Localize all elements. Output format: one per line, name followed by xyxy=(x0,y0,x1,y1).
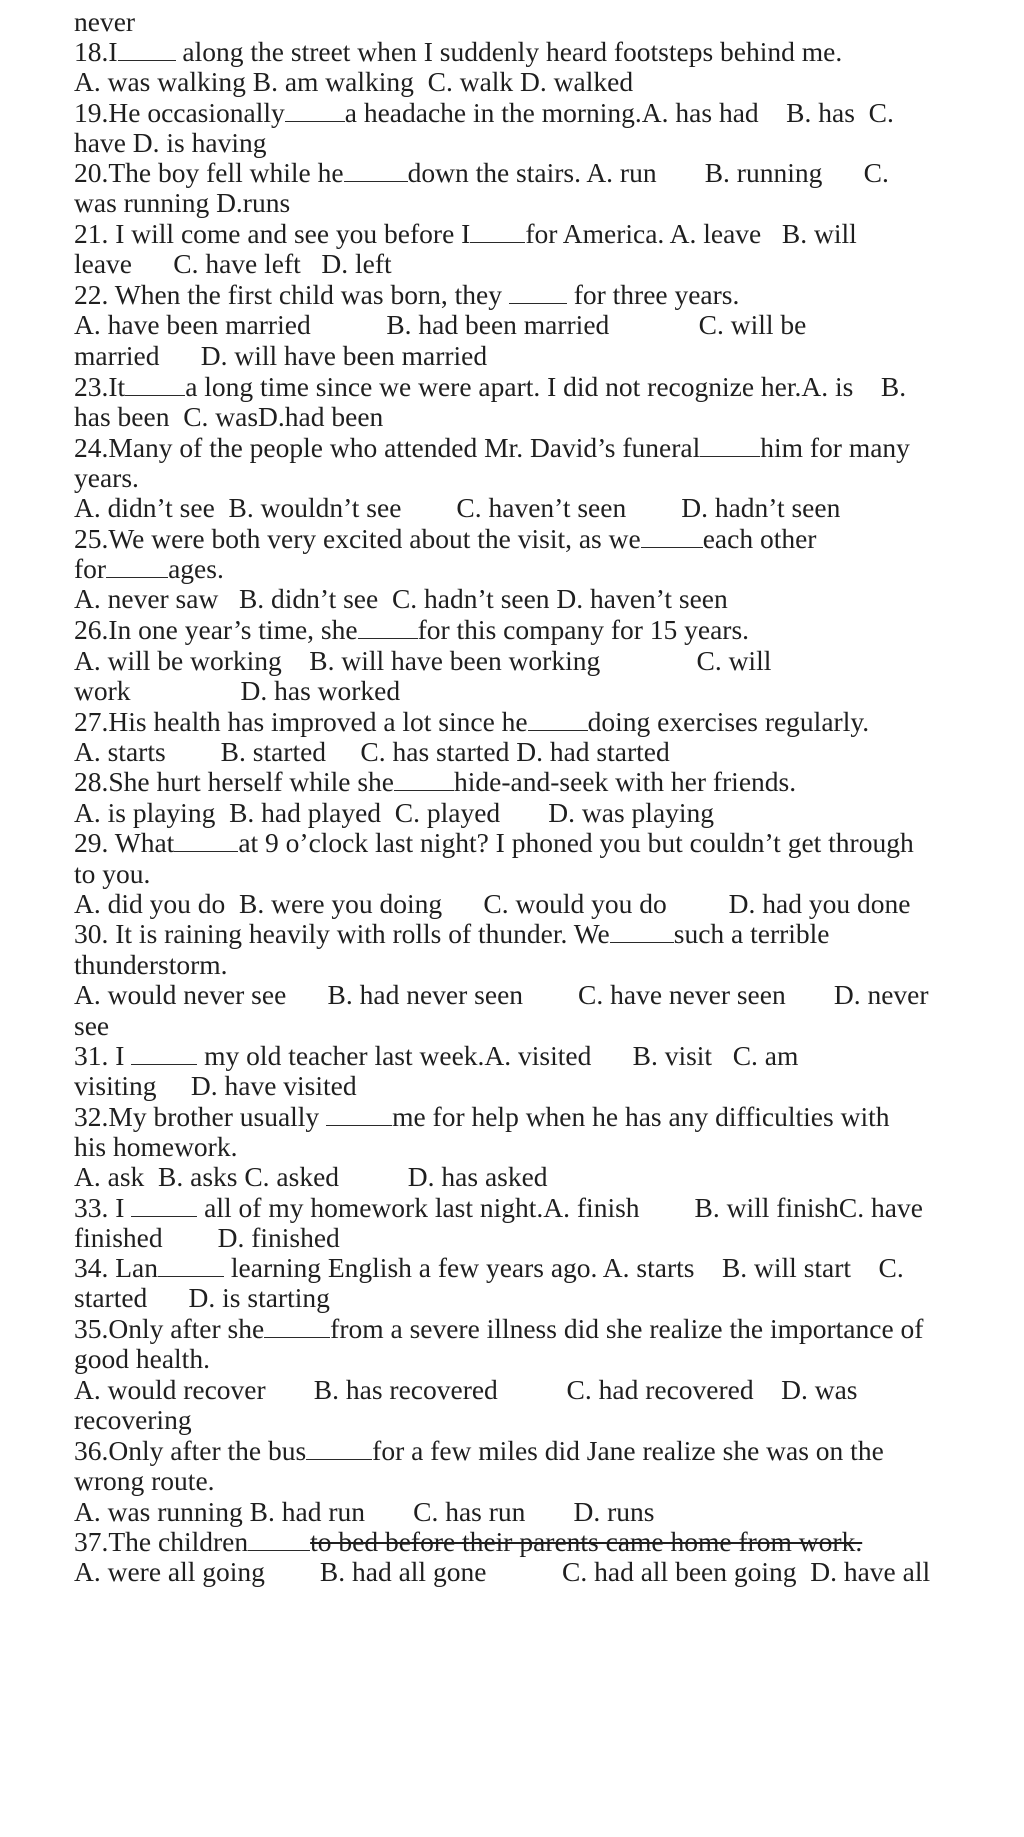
answer-blank[interactable] xyxy=(326,1103,392,1126)
line-text: visiting D. have visited xyxy=(74,1070,357,1101)
line-text: 22. When the first child was born, they xyxy=(74,279,509,310)
line-text: was running D.runs xyxy=(74,187,291,218)
line-text: A. would recover B. has recovered C. had recovered D. was xyxy=(74,1374,858,1405)
line-text: down the stairs. A. run B. running C. xyxy=(407,157,889,188)
line-text: hide-and-seek with her friends. xyxy=(454,766,797,797)
answer-blank[interactable] xyxy=(528,708,588,731)
line-text: A. did you do B. were you doing C. would you do D. had you done xyxy=(74,888,911,919)
line-text: A. didn’t see B. wouldn’t see C. haven’t seen D. hadn’t seen xyxy=(74,492,841,523)
answer-blank[interactable] xyxy=(264,1315,330,1338)
line-text: along the street when I suddenly heard footsteps behind me. xyxy=(175,36,843,67)
line-text: to bed before their parents came home from work. xyxy=(310,1526,863,1557)
line-text: A. will be working B. will have been working C. will xyxy=(74,645,772,676)
line-text: A. was running B. had run C. has run D. runs xyxy=(74,1496,655,1527)
answer-blank[interactable] xyxy=(610,920,674,943)
line-text: such a terrible xyxy=(673,918,830,949)
text-line xyxy=(74,430,910,466)
line-text: each other xyxy=(702,523,817,554)
line-text: 29. What xyxy=(74,827,175,858)
line-text: see xyxy=(74,1010,110,1041)
line-text: 30. It is raining heavily with rolls of thunder. We xyxy=(74,918,610,949)
line-text: my old teacher last week.A. visited B. visit C. am xyxy=(197,1040,799,1071)
answer-blank[interactable] xyxy=(700,434,760,457)
line-text: married D. will have been married xyxy=(74,340,488,371)
line-text: A. would never see B. had never seen C. have never seen D. never xyxy=(74,979,929,1010)
text-line xyxy=(74,977,929,1013)
line-text: for America. A. leave B. will xyxy=(525,218,857,249)
line-text: 28.She hurt herself while she xyxy=(74,766,394,797)
line-text: 23.It xyxy=(74,371,126,402)
line-text: finished D. finished xyxy=(74,1222,340,1253)
answer-blank[interactable] xyxy=(248,1528,310,1551)
line-text: A. were all going B. had all gone C. had all been going D. have all xyxy=(74,1556,931,1587)
answer-blank[interactable] xyxy=(158,1254,224,1277)
line-text: doing exercises regularly. xyxy=(587,706,870,737)
line-text: 33. I xyxy=(74,1192,132,1223)
line-text: have D. is having xyxy=(74,127,267,158)
line-text: him for many xyxy=(760,432,910,463)
answer-blank[interactable] xyxy=(394,768,454,791)
answer-blank[interactable] xyxy=(344,159,408,182)
line-text: to you. xyxy=(74,858,151,889)
text-line xyxy=(74,825,914,861)
line-text: for a few miles did Jane realize she was on the xyxy=(372,1435,884,1466)
line-text: his homework. xyxy=(74,1131,238,1162)
line-text: for xyxy=(74,553,107,584)
line-text: 21. I will come and see you before I xyxy=(74,218,471,249)
line-text: 24.Many of the people who attended Mr. David’s funeral xyxy=(74,432,701,463)
line-text: A. have been married B. had been married C. will be xyxy=(74,309,807,340)
line-text: 19.He occasionally xyxy=(74,97,285,128)
line-text: learning English a few years ago. A. starts B. will start C. xyxy=(224,1252,904,1283)
line-text: a headache in the morning.A. has had B. has C. xyxy=(344,97,894,128)
answer-blank[interactable] xyxy=(106,555,168,578)
line-text: 26.In one year’s time, she xyxy=(74,614,358,645)
line-text: for this company for 15 years. xyxy=(417,614,750,645)
line-text: 25.We were both very excited about the visit, as we xyxy=(74,523,641,554)
answer-blank[interactable] xyxy=(131,1194,197,1217)
line-text: 32.My brother usually xyxy=(74,1101,327,1132)
line-text: never xyxy=(74,6,136,37)
line-text: 20.The boy fell while he xyxy=(74,157,344,188)
answer-blank[interactable] xyxy=(641,525,703,548)
line-text: 37.The children xyxy=(74,1526,249,1557)
answer-blank[interactable] xyxy=(358,616,418,639)
line-text: A. is playing B. had played C. played D. was playing xyxy=(74,797,715,828)
line-text: wrong route. xyxy=(74,1465,215,1496)
line-text: 18.I xyxy=(74,36,118,67)
line-text: 36.Only after the bus xyxy=(74,1435,307,1466)
answer-blank[interactable] xyxy=(118,38,176,61)
answer-blank[interactable] xyxy=(125,373,185,396)
line-text: has been C. wasD.had been xyxy=(74,401,384,432)
line-text: work D. has worked xyxy=(74,675,401,706)
line-text: A. ask B. asks C. asked D. has asked xyxy=(74,1161,548,1192)
line-text: ages. xyxy=(168,553,224,584)
answer-blank[interactable] xyxy=(306,1437,372,1460)
line-text: leave C. have left D. left xyxy=(74,248,392,279)
line-text: for three years. xyxy=(566,279,740,310)
line-text: A. starts B. started C. has started D. had started xyxy=(74,736,670,767)
line-text: 35.Only after she xyxy=(74,1313,265,1344)
answer-blank[interactable] xyxy=(285,99,345,122)
answer-blank[interactable] xyxy=(509,281,567,304)
line-text: at 9 o’clock last night? I phoned you but couldn’t get through xyxy=(238,827,914,858)
line-text: 34. Lan xyxy=(74,1252,159,1283)
line-text: started D. is starting xyxy=(74,1282,330,1313)
line-text: 27.His health has improved a lot since he xyxy=(74,706,528,737)
line-text: A. never saw B. didn’t see C. hadn’t seen D. haven’t seen xyxy=(74,583,728,614)
line-text: thunderstorm. xyxy=(74,949,228,980)
line-text: from a severe illness did she realize the importance of xyxy=(330,1313,924,1344)
text-line xyxy=(74,1554,930,1590)
line-text: good health. xyxy=(74,1343,210,1374)
answer-blank[interactable] xyxy=(174,829,238,852)
line-text: years. xyxy=(74,462,139,493)
line-text: me for help when he has any difficulties with xyxy=(392,1101,890,1132)
line-text: A. was walking B. am walking C. walk D. walked xyxy=(74,66,634,97)
answer-blank[interactable] xyxy=(470,220,525,243)
line-text: recovering xyxy=(74,1404,192,1435)
line-text: a long time since we were apart. I did not recognize her.A. is B. xyxy=(185,371,907,402)
line-text: all of my homework last night.A. finish B. will finishC. have xyxy=(197,1192,923,1223)
answer-blank[interactable] xyxy=(131,1042,197,1065)
line-text: 31. I xyxy=(74,1040,132,1071)
